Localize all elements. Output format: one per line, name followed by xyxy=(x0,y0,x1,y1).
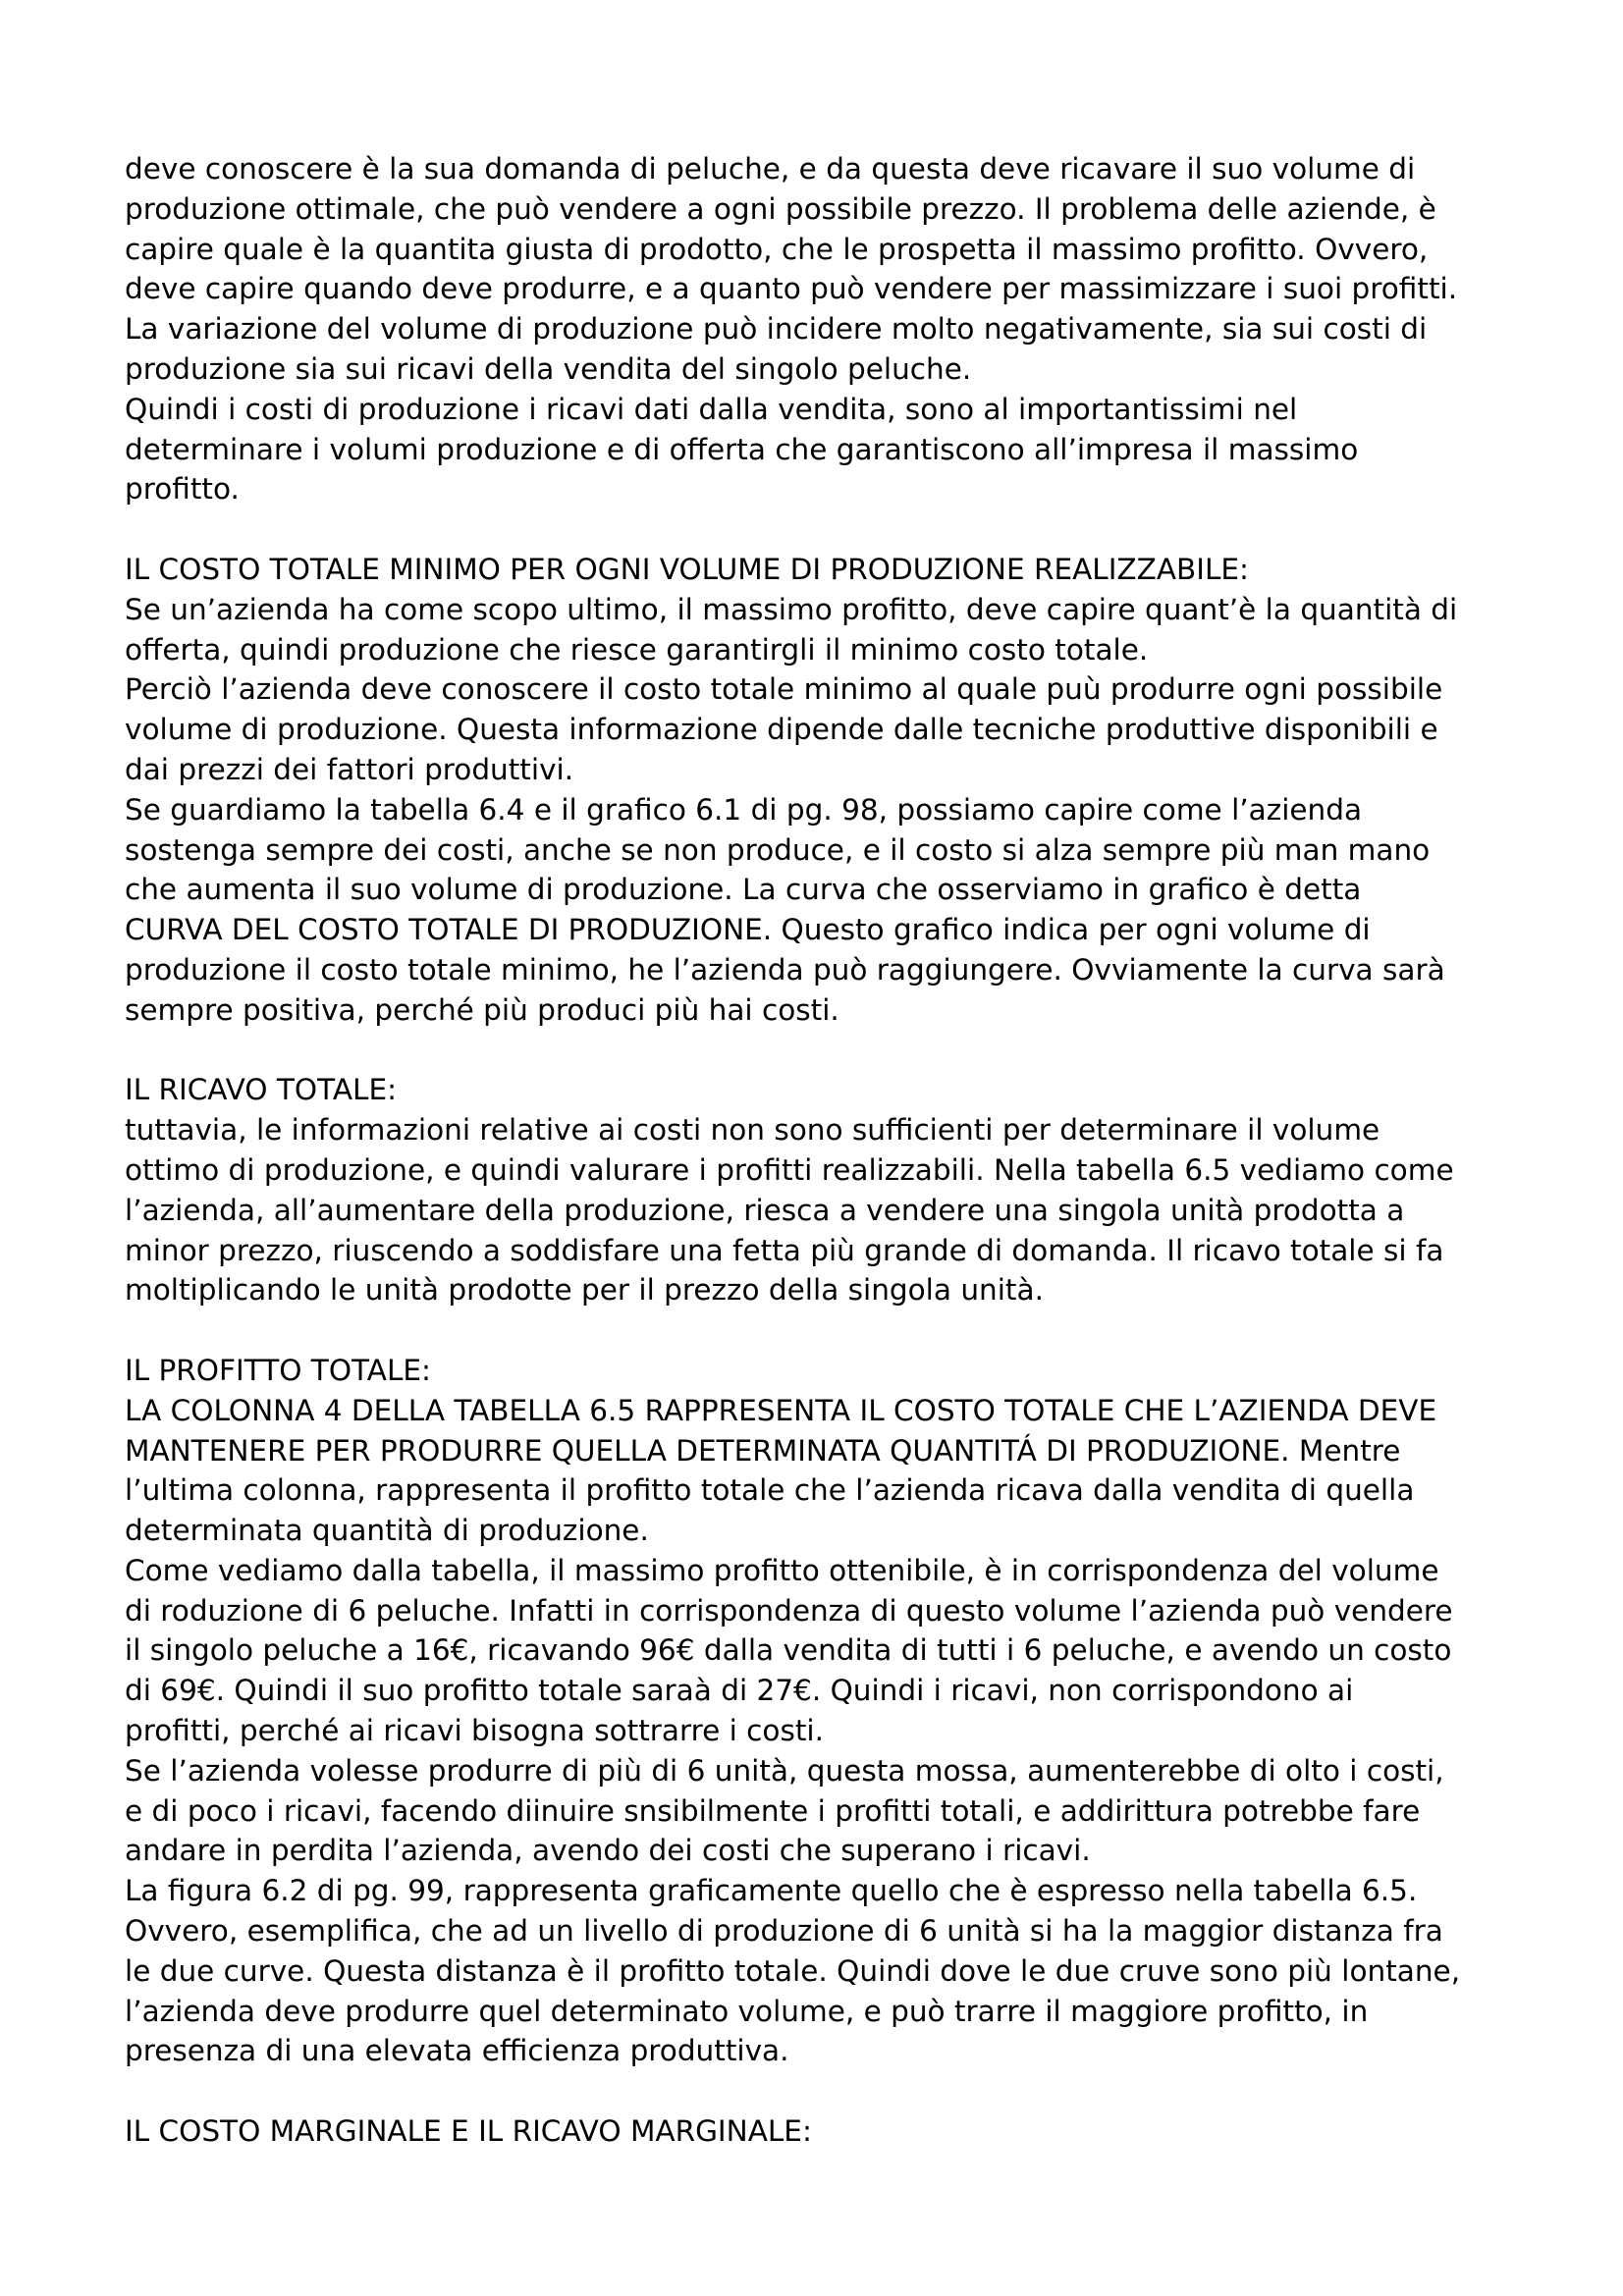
text-line: IL COSTO MARGINALE E IL RICAVO MARGINALE: xyxy=(125,2114,812,2149)
paragraph-spacer xyxy=(125,1031,1519,1071)
text-line: Perciò l’azienda deve conoscere il costo totale minimo al quale puù produrre ogni possibile xyxy=(125,672,1443,707)
text-line: le due curve. Questa distanza è il profitto totale. Quindi dove le due cruve sono più lontane, xyxy=(125,1953,1461,1988)
text-line: determinare i volumi produzione e di offerta che garantiscono all’impresa il massimo xyxy=(125,432,1359,466)
text-line: sempre positiva, perché più produci più hai costi. xyxy=(125,992,839,1027)
paragraph xyxy=(125,790,1519,1031)
text-line: presenza di una elevata efficienza produttiva. xyxy=(125,2034,789,2068)
text-line: IL RICAVO TOTALE: xyxy=(125,1073,398,1107)
text-line: il singolo peluche a 16€, ricavando 96€ dalla vendita di tutti i 6 peluche, e avendo un costo xyxy=(125,1633,1452,1668)
text-line: CURVA DEL COSTO TOTALE DI PRODUZIONE. Questo grafico indica per ogni volume di xyxy=(125,913,1371,947)
paragraph xyxy=(125,1871,1519,2071)
paragraph xyxy=(125,1751,1519,1871)
text-line: IL PROFITTO TOTALE: xyxy=(125,1353,431,1387)
document-page xyxy=(125,149,1519,2152)
text-line: profitti, perché ai ricavi bisogna sottrarre i costi. xyxy=(125,1714,824,1748)
paragraph xyxy=(125,1391,1519,1551)
text-line: Come vediamo dalla tabella, il massimo profitto ottenibile, è in corrispondenza del volume xyxy=(125,1553,1439,1587)
paragraph xyxy=(125,390,1519,509)
text-line: MANTENERE PER PRODURRE QUELLA DETERMINATA QUANTITÁ DI PRODUZIONE. Mentre xyxy=(125,1433,1401,1468)
paragraph-spacer xyxy=(125,1310,1519,1351)
text-line: dai prezzi dei fattori produttivi. xyxy=(125,752,574,786)
text-line: che aumenta il suo volume di produzione. La curva che osserviamo in grafico è detta xyxy=(125,873,1362,907)
paragraph xyxy=(125,669,1519,789)
text-line: IL COSTO TOTALE MINIMO PER OGNI VOLUME DI PRODUZIONE REALIZZABILE: xyxy=(125,552,1249,586)
text-line: Ovvero, esemplifica, che ad un livello di produzione di 6 unità si ha la maggior distanza fra xyxy=(125,1914,1443,1949)
text-line: sostenga sempre dei costi, anche se non produce, e il costo si alza sempre più man mano xyxy=(125,832,1431,867)
paragraph xyxy=(125,550,1519,590)
text-line: profitto. xyxy=(125,472,240,507)
paragraph xyxy=(125,1351,1519,1391)
paragraph xyxy=(125,1551,1519,1751)
paragraph xyxy=(125,149,1519,390)
text-line: andare in perdita l’azienda, avendo dei costi che superano i ricavi. xyxy=(125,1834,1091,1868)
text-line: l’azienda deve produrre quel determinato volume, e può trarre il maggiore profitto, in xyxy=(125,1994,1369,2028)
text-line: deve conoscere è la sua domanda di peluche, e da questa deve ricavare il suo volume di xyxy=(125,152,1416,186)
paragraph xyxy=(125,590,1519,670)
paragraph-spacer xyxy=(125,2071,1519,2111)
text-line: capire quale è la quantita giusta di prodotto, che le prospetta il massimo profitto. Ovvero, xyxy=(125,232,1429,266)
text-line: Se guardiamo la tabella 6.4 e il grafico 6.1 di pg. 98, possiamo capire come l’azienda xyxy=(125,792,1363,827)
text-line: tuttavia, le informazioni relative ai costi non sono sufficienti per determinare il volume xyxy=(125,1113,1380,1148)
text-line: deve capire quando deve produrre, e a quanto può vendere per massimizzare i suoi profitti. xyxy=(125,272,1458,306)
text-line: LA COLONNA 4 DELLA TABELLA 6.5 RAPPRESENTA IL COSTO TOTALE CHE L’AZIENDA DEVE xyxy=(125,1393,1437,1427)
text-line: e di poco i ricavi, facendo diinuire snsibilmente i profitti totali, e addirittura potrebbe fare xyxy=(125,1793,1421,1828)
text-line: offerta, quindi produzione che riesce garantirgli il minimo costo totale. xyxy=(125,632,1149,667)
paragraph xyxy=(125,1110,1519,1310)
text-line: Se l’azienda volesse produrre di più di 6 unità, questa mossa, aumenterebbe di olto i costi, xyxy=(125,1753,1444,1788)
paragraph xyxy=(125,2111,1519,2152)
text-line: l’ultima colonna, rappresenta il profitto totale che l’azienda ricava dalla vendita di quella xyxy=(125,1473,1415,1508)
text-line: Quindi i costi di produzione i ricavi dati dalla vendita, sono al importantissimi nel xyxy=(125,392,1298,426)
text-line: produzione ottimale, che può vendere a ogni possibile prezzo. Il problema delle aziende, è xyxy=(125,191,1436,226)
text-line: moltiplicando le unità prodotte per il prezzo della singola unità. xyxy=(125,1273,1044,1308)
text-line: produzione sia sui ricavi della vendita del singolo peluche. xyxy=(125,351,972,386)
text-line: di 69€. Quindi il suo profitto totale saraà di 27€. Quindi i ricavi, non corrispondono ai xyxy=(125,1674,1354,1708)
text-line: volume di produzione. Questa informazione dipende dalle tecniche produttive disponibili e xyxy=(125,713,1438,747)
paragraph-spacer xyxy=(125,509,1519,550)
text-line: Se un’azienda ha come scopo ultimo, il massimo profitto, deve capire quant’è la quantità di xyxy=(125,592,1458,626)
text-line: produzione il costo totale minimo, he l’azienda può raggiungere. Ovviamente la curva sarà xyxy=(125,952,1445,987)
text-line: ottimo di produzione, e quindi valurare i profitti realizzabili. Nella tabella 6.5 vediamo come xyxy=(125,1152,1454,1187)
text-line: La figura 6.2 di pg. 99, rappresenta graficamente quello che è espresso nella tabella 6.5. xyxy=(125,1874,1418,1908)
text-line: minor prezzo, riuscendo a soddisfare una fetta più grande di domanda. Il ricavo totale si fa xyxy=(125,1233,1444,1267)
paragraph xyxy=(125,1070,1519,1110)
text-line: determinata quantità di produzione. xyxy=(125,1514,649,1548)
text-line: di roduzione di 6 peluche. Infatti in corrispondenza di questo volume l’azienda può vendere xyxy=(125,1593,1453,1628)
text-line: La variazione del volume di produzione può incidere molto negativamente, sia sui costi di xyxy=(125,312,1428,347)
text-line: l’azienda, all’aumentare della produzione, riesca a vendere una singola unità prodotta a xyxy=(125,1193,1405,1227)
